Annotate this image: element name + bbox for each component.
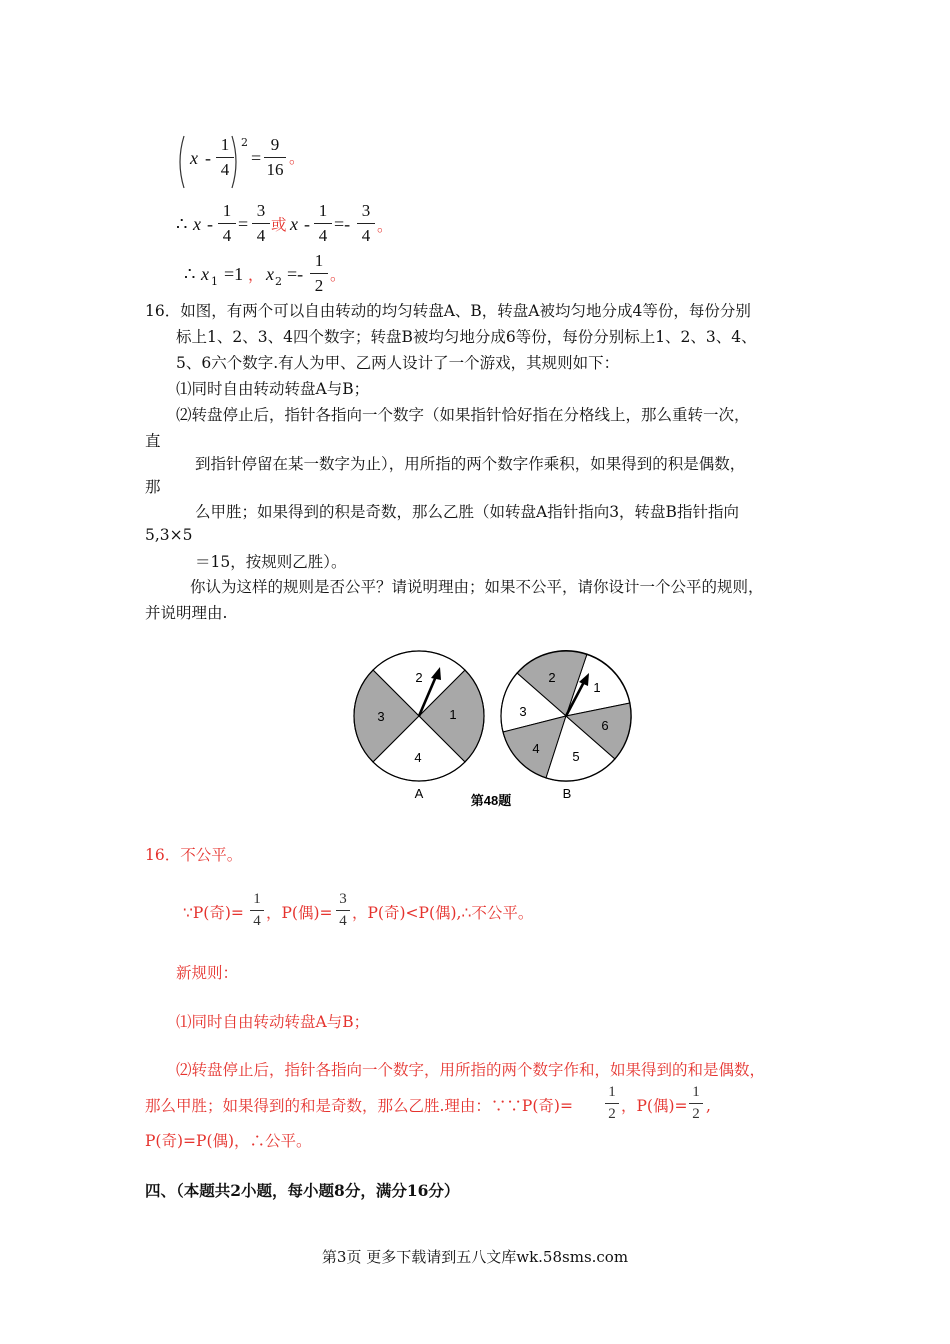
- answer-mid: ，P(偶)=: [266, 904, 333, 922]
- spinner-figure: [345, 640, 645, 820]
- fraction: 1 4: [216, 134, 234, 181]
- answer-because: ∵P(奇)=: [183, 904, 244, 922]
- figure-caption: 第48题: [470, 793, 512, 808]
- question-line: 并说明理由.: [145, 604, 228, 622]
- right-paren: [228, 132, 242, 192]
- page-footer: 第3页 更多下载请到五八文库wk.58sms.com: [321, 1248, 629, 1266]
- wheel-b-label-1: 1: [593, 680, 601, 695]
- minus-sign: -: [207, 214, 213, 234]
- rule-1: ⑴同时自由转动转盘A与B；: [176, 380, 370, 398]
- minus-sign: -: [304, 214, 310, 234]
- wheel-a-label-2: 2: [415, 670, 423, 685]
- wheel-b-label-4: 4: [532, 741, 540, 756]
- new-rule-title: 新规则：: [176, 964, 239, 982]
- subscript: 2: [275, 275, 282, 288]
- fraction: 3 4: [336, 890, 350, 931]
- var-x1: x: [201, 264, 209, 284]
- new-rule-2-comma: ,: [706, 1097, 711, 1115]
- rule-2-wrap: 5,3×5: [145, 526, 193, 544]
- fraction: 1 2: [605, 1083, 619, 1124]
- wheel-a-label-4: 4: [414, 750, 422, 765]
- fraction: 1 2: [310, 250, 328, 297]
- exponent: 2: [241, 136, 248, 149]
- fraction: 1 2: [689, 1083, 703, 1124]
- minus-sign: -: [205, 148, 211, 168]
- left-paren: [174, 132, 188, 192]
- period: 。: [330, 266, 346, 284]
- problem-line: 16．如图，有两个可以自由转动的均匀转盘A、B，转盘A被均匀地分成4等份，每份分别: [145, 302, 751, 320]
- wheel-b-label-5: 5: [572, 749, 580, 764]
- comma: ，: [248, 266, 264, 284]
- answer-head: 16．不公平。: [145, 846, 243, 864]
- answer-tail: ，P(奇)<P(偶),∴不公平。: [352, 904, 534, 922]
- fraction: 1 4: [218, 200, 236, 247]
- period: 。: [289, 149, 305, 167]
- wheel-a-name: A: [414, 786, 424, 801]
- rule-2-wrap: 直: [145, 432, 161, 450]
- fraction: 1 4: [314, 200, 332, 247]
- equals-minus: =-: [334, 214, 351, 234]
- section-title: 四、（本题共2小题，每小题8分，满分16分）: [145, 1181, 460, 1200]
- problem-line: 标上1、2、3、4四个数字；转盘B被均匀地分成6等份，每份分别标上1、2、3、4、: [176, 328, 757, 346]
- wheel-a-label-1: 1: [449, 707, 457, 722]
- equals-minus: =-: [287, 264, 304, 284]
- wheel-a: [354, 651, 484, 801]
- var-x: x: [193, 214, 201, 234]
- new-rule-2-cont: 那么甲胜；如果得到的和是奇数，那么乙胜.理由：∵∵P(奇)=: [145, 1097, 573, 1115]
- rule-2: ⑵转盘停止后，指针各指向一个数字（如果指针恰好指在分格线上，那么重转一次，: [176, 406, 750, 424]
- wheel-b-label-3: 3: [519, 704, 527, 719]
- var-x2: x: [266, 264, 274, 284]
- period: 。: [377, 217, 393, 235]
- therefore-symbol: ∴: [176, 214, 188, 234]
- var-x: x: [190, 148, 198, 168]
- fraction: 9 16: [264, 134, 286, 181]
- wheel-b: [501, 651, 631, 801]
- equals-sign: =: [251, 148, 262, 168]
- fraction: 3 4: [357, 200, 375, 247]
- new-rule-2: ⑵转盘停止后，指针各指向一个数字，用所指的两个数字作和，如果得到的和是偶数，: [176, 1061, 766, 1079]
- fraction: 1 4: [250, 890, 264, 931]
- equals-one: =1: [224, 264, 244, 284]
- fraction: 3 4: [252, 200, 270, 247]
- rule-2-cont: 么甲胜；如果得到的积是奇数，那么乙胜（如转盘A指针指向3，转盘B指针指向: [195, 503, 739, 521]
- var-x: x: [290, 214, 298, 234]
- wheel-b-label-2: 2: [548, 670, 556, 685]
- wheel-b-name: B: [562, 786, 572, 801]
- or-word: 或: [271, 216, 287, 234]
- rule-2-wrap: 那: [145, 478, 161, 496]
- equals-sign: =: [238, 214, 249, 234]
- problem-line: 5、6六个数字.有人为甲、乙两人设计了一个游戏，其规则如下：: [176, 354, 620, 372]
- rule-2-cont: 到指针停留在某一数字为止），用所指的两个数字作乘积，如果得到的积是偶数，: [195, 455, 746, 473]
- new-rule-conclusion: P(奇)=P(偶)，∴公平。: [145, 1132, 312, 1150]
- therefore-symbol: ∴: [184, 264, 196, 284]
- rule-2-cont: ＝15，按规则乙胜）。: [195, 553, 347, 571]
- wheel-a-label-3: 3: [377, 709, 385, 724]
- new-rule-1: ⑴同时自由转动转盘A与B；: [176, 1013, 370, 1031]
- wheel-b-label-6: 6: [601, 718, 609, 733]
- subscript: 1: [211, 275, 218, 288]
- question-line: 你认为这样的规则是否公平？请说明理由；如果不公平，请你设计一个公平的规则，: [190, 578, 764, 596]
- new-rule-2-mid: ，P(偶)=: [621, 1097, 688, 1115]
